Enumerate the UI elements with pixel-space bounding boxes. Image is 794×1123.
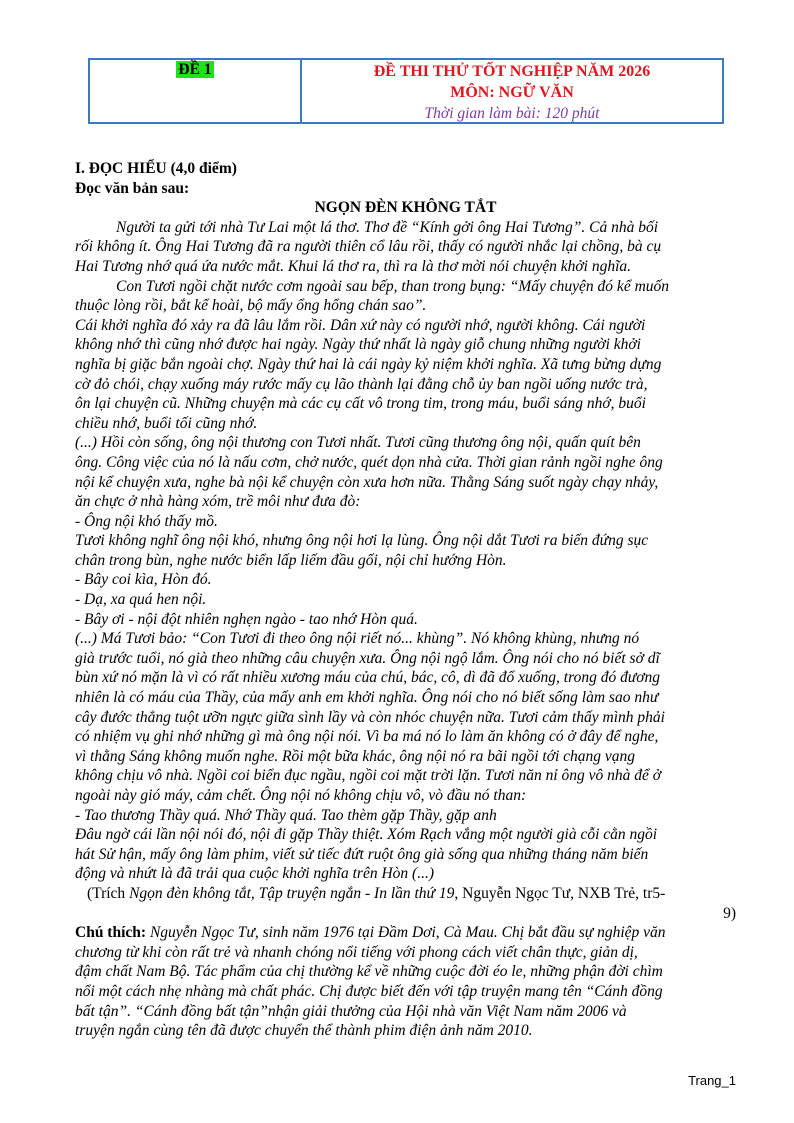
story-line: Con Tươi ngồi chặt nước cơm ngoài sau bếp, than trong bụng: “Mấy chuyện đó kể muốn	[116, 277, 670, 295]
story-line: chân trong bùn, nghe nước biển lấp liếm đầu gối, nội chỉ hướng Hòn.	[75, 551, 507, 569]
section-heading: I. ĐỌC HIỂU (4,0 điểm)	[75, 160, 237, 177]
note-label: Chú thích:	[75, 924, 147, 942]
exam-title: ĐỀ THI THỬ TỐT NGHIỆP NĂM 2026	[373, 63, 651, 80]
story-line: (...) Hồi còn sống, ông nội thương con Tươi nhất. Tươi cũng thương ông nội, quấn quít bên	[75, 434, 641, 452]
story-line: hát Sử hận, mấy ông làm phim, viết sử tiếc đứt ruột ông già sống qua những tháng năm biến	[75, 845, 649, 863]
story-line: Người ta gửi tới nhà Tư Lai một lá thơ. Thơ đề “Kính gởi ông Hai Tương”. Cả nhà bối	[116, 218, 659, 236]
note-line: bất tận”. “Cánh đồng bất tận”nhận giải thưởng của Hội nhà văn Việt Nam năm 2006 và	[75, 1002, 627, 1020]
note-line: đậm chất Nam Bộ. Tác phẩm của chị thường kể về những cuộc đời éo le, những phận đời chìm	[75, 963, 663, 981]
story-line: nhiên là có máu của Thầy, của mấy anh em khởi nghĩa. Ông nói cho nó biết sống làm sao như	[75, 689, 659, 707]
note-line: nổi một cách nhẹ nhàng mà chất phác. Chị được biết đến với tập truyện mang tên “Cánh đồng	[75, 982, 663, 1000]
story-line: cây đước thẳng tuột ưỡn ngực giữa sình lầy và còn nhóc chuyện nữa. Tươi cảm thấy mình phải	[75, 708, 665, 726]
story-line: Đâu ngờ cái lần nội nói đó, nội đi gặp Thầy thiệt. Xóm Rạch vắng một người già cỗi cằn ngồi	[75, 826, 658, 844]
note-line: chương từ khi còn rất trẻ và nhanh chóng nổi tiếng với phong cách viết chân thực, giản dị,	[75, 943, 638, 961]
story-line: nghĩa bị giặc bắn ngoài chợ. Ngày thứ hai là cái ngày kỷ niệm khởi nghĩa. Xã tưng bừng dựng	[75, 355, 662, 373]
story-line: Hai Tương nhớ quá ứa nước mắt. Khui lá thơ ra, thì ra là thơ mời nói chuyện khởi nghĩa.	[75, 257, 632, 275]
exam-code-cell	[90, 60, 302, 122]
story-line: chiều nhớ, buổi tối cũng nhớ.	[75, 414, 258, 432]
story-line: ôn lại chuyện cũ. Những chuyện mà các cụ cất vô trong tim, trong máu, buổi sáng nhớ, buổi	[75, 395, 646, 413]
story-line: nội kể chuyện xưa, nghe bà nội kể chuyện còn xưa hơn nữa. Thằng Sáng suốt ngày chạy nhảy,	[75, 473, 659, 491]
citation-prefix: (Trích	[87, 884, 130, 902]
note-text: Nguyễn Ngọc Tư, sinh năm 1976 tại Đầm Dơi, Cà Mau. Chị bắt đầu sự nghiệp văn	[146, 924, 666, 942]
story-line: - Bây ơi - nội đột nhiên nghẹn ngào - tao nhớ Hòn quá.	[75, 610, 418, 628]
story-line: thuộc lòng rồi, bắt kể hoài, bộ mấy ổng hổng chán sao”.	[75, 297, 427, 315]
story-line: ngoài này gió máy, cảm chết. Ông nội nó không chịu vô, vò đầu nó than:	[75, 787, 527, 804]
story-line: có nhiệm vụ ghi nhớ những gì mà ông nội nói. Vì ba má nó lo làm ăn không có ở đây để nghe,	[75, 728, 659, 746]
exam-time: Thời gian làm bài: 120 phút	[424, 105, 600, 122]
note-line	[75, 923, 736, 943]
story-line: Tươi không nghĩ ông nội khó, nhưng ông nội hơi lạ lùng. Ông nội dắt Tươi ra biển đứng sục	[75, 532, 649, 550]
story-line: - Bây coi kìa, Hòn đó.	[75, 571, 212, 589]
story-line: không chịu vô nhà. Ngồi coi biển đục ngầu, ngồi coi mặt trời lặn. Tươi năn nỉ ông vô nhà để ở	[75, 767, 662, 785]
page-number: Trang_1	[688, 1073, 736, 1088]
note-line: truyện ngắn cùng tên đã được chuyển thể thành phim điện ảnh năm 2010.	[75, 1022, 533, 1040]
story-line: Cái khởi nghĩa đó xảy ra đã lâu lắm rồi. Dân xứ này có người nhớ, người không. Cái người	[75, 316, 646, 334]
source-citation	[75, 884, 736, 904]
citation-work: Ngọn đèn không tắt, Tập truyện ngắn - In lần thứ 19	[129, 884, 455, 902]
citation-tail: 9)	[723, 904, 736, 922]
story-line: vì thằng Sáng không muốn nghe. Rồi một bữa khác, ông nội nó ra bãi ngồi tới chạng vạng	[75, 747, 636, 765]
story-line: ông. Công việc của nó là nấu cơm, chở nước, quét dọn nhà cửa. Thời gian rảnh ngồi nghe ông	[75, 453, 663, 471]
exam-subject: MÔN: NGỮ VĂN	[450, 84, 574, 101]
citation-suffix: , Nguyễn Ngọc Tư, NXB Trẻ, tr5-	[454, 884, 666, 902]
story-line: - Tao thương Thầy quá. Nhớ Thầy quá. Tao thèm gặp Thầy, gặp anh	[75, 806, 497, 824]
exam-code-badge: ĐỀ 1	[178, 61, 212, 78]
story-line: - Ông nội khó thấy mồ.	[75, 512, 218, 530]
story-line: ăn chực ở nhà hàng xóm, trề môi như đưa đò:	[75, 493, 361, 511]
story-title: NGỌN ĐÈN KHÔNG TẮT	[314, 199, 497, 217]
reading-instruction: Đọc văn bản sau:	[75, 179, 190, 197]
story-line: (...) Má Tươi bảo: “Con Tươi đi theo ông nội riết nó... khùng”. Nó không khùng, nhưng nó	[75, 630, 640, 648]
story-line: rối không ít. Ông Hai Tương đã ra người thiên cổ lâu rồi, thấy có người nhắc lại chồng, bà cụ	[75, 238, 662, 256]
story-line: không nhớ thì cũng nhớ được hai ngày. Ngày thứ nhất là ngày giỗ chung những người khởi	[75, 336, 641, 354]
story-line: động và nhứt là đã trải qua cuộc khởi nghĩa trên Hòn (...)	[75, 865, 434, 883]
exam-info-cell	[302, 60, 722, 122]
document-body	[75, 159, 736, 1041]
story-line: cờ đỏ chói, chạy xuống máy rước mấy cụ lão thành lại đằng chỗ ủy ban ngồi uống nước trà,	[75, 375, 648, 393]
story-line: - Dạ, xa quá hen nội.	[75, 591, 207, 609]
story-line: già trước tuổi, nó già theo những câu chuyện xưa. Ông nội ngộ lắm. Ông nói cho nó biết sở dĩ	[75, 649, 660, 667]
exam-header-box	[88, 58, 724, 124]
story-line: bùn xứ nó mặn là vì có rất nhiều xương máu của chú, bác, cô, dì đã đổ xuống, trong đó đương	[75, 669, 661, 687]
